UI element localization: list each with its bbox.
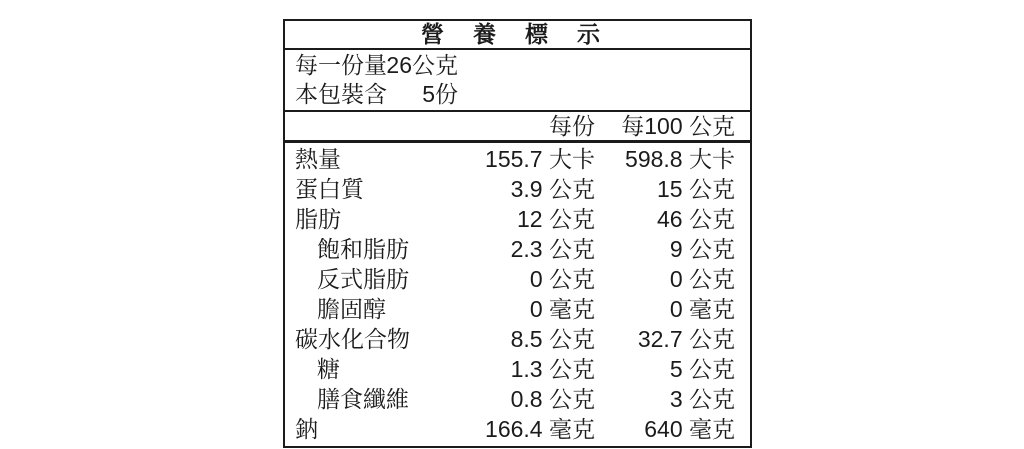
column-header-row (285, 112, 750, 143)
per-serving-value: 0.8 公克 (510, 386, 595, 412)
serving-size-label: 每一份量 (295, 52, 387, 78)
table-row-dietary-fiber (285, 384, 750, 414)
empty-header-cell (285, 112, 445, 140)
per-serving-value: 1.3 公克 (510, 356, 595, 382)
nutrient-name: 飽和脂肪 (317, 236, 409, 262)
table-row-fat (285, 204, 750, 234)
per-100g-value: 32.7 公克 (637, 326, 735, 352)
per-serving-value: 12 公克 (517, 206, 595, 232)
per-100g-value: 0 毫克 (669, 296, 735, 322)
per-100g-value: 0 公克 (669, 266, 735, 292)
serving-size-row (285, 51, 750, 80)
nutrition-label (283, 19, 752, 448)
servings-per-package-label: 本包裝含 (295, 81, 387, 107)
per-100g-value: 5 公克 (669, 356, 735, 382)
nutrient-name: 熱量 (295, 146, 341, 172)
per-serving-value: 3.9 公克 (510, 176, 595, 202)
servings-per-package-row (285, 80, 750, 109)
per-100g-value: 3 公克 (669, 386, 735, 412)
per-100g-value: 9 公克 (669, 236, 735, 262)
per-serving-value: 0 毫克 (529, 296, 595, 322)
per-100g-value: 46 公克 (657, 206, 735, 232)
label-title: 營養標示 (285, 21, 750, 50)
table-row-saturated-fat (285, 234, 750, 264)
per-serving-value: 166.4 毫克 (485, 416, 595, 442)
column-header-per-100g: 每100 公克 (621, 113, 735, 139)
table-row-calories (285, 144, 750, 174)
nutrient-name: 膳食纖維 (317, 386, 409, 412)
nutrient-name: 糖 (317, 356, 340, 382)
nutrient-name: 碳水化合物 (295, 326, 410, 352)
nutrient-name: 鈉 (295, 416, 318, 442)
per-serving-value: 8.5 公克 (510, 326, 595, 352)
nutrient-rows (285, 143, 750, 446)
table-row-protein (285, 174, 750, 204)
table-row-trans-fat (285, 264, 750, 294)
table-row-carbohydrate (285, 324, 750, 354)
per-100g-value: 598.8 大卡 (625, 146, 735, 172)
per-serving-value: 155.7 大卡 (485, 146, 595, 172)
column-header-per-serving: 每份 (549, 113, 595, 139)
serving-size-value: 26公克 (386, 52, 458, 78)
per-serving-value: 0 公克 (529, 266, 595, 292)
servings-per-package-value: 5份 (422, 81, 458, 107)
nutrient-name: 蛋白質 (295, 176, 364, 202)
per-serving-value: 2.3 公克 (510, 236, 595, 262)
serving-info-section (285, 50, 750, 112)
table-row-sugar (285, 354, 750, 384)
per-100g-value: 15 公克 (657, 176, 735, 202)
nutrient-name: 膽固醇 (317, 296, 386, 322)
table-row-sodium (285, 414, 750, 444)
table-row-cholesterol (285, 294, 750, 324)
nutrient-name: 反式脂肪 (317, 266, 409, 292)
per-100g-value: 640 毫克 (644, 416, 735, 442)
nutrient-name: 脂肪 (295, 206, 341, 232)
